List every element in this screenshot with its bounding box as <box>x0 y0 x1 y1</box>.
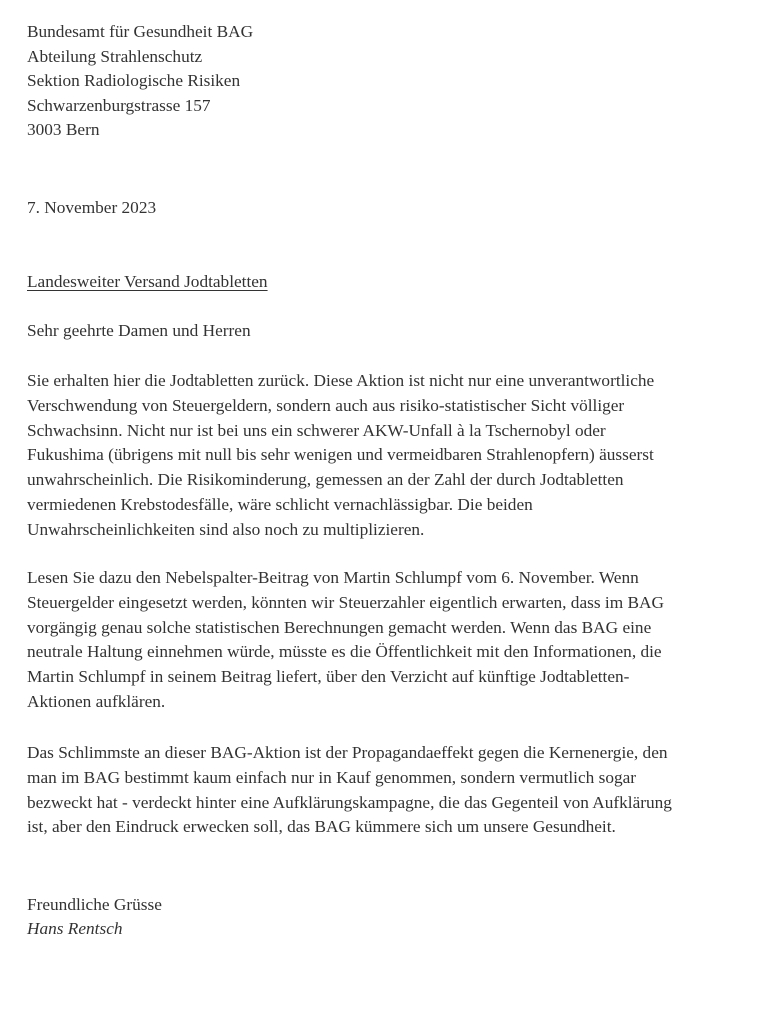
paragraph-line: unwahrscheinlich. Die Risikominderung, gemessen an der Zahl der durch Jodtabletten <box>27 470 624 490</box>
letter-date: 7. November 2023 <box>27 198 157 217</box>
letter-closing: Freundliche Grüsse <box>27 895 162 914</box>
letter-subject: Landesweiter Versand Jodtabletten <box>27 272 268 291</box>
paragraph-line: Verschwendung von Steuergeldern, sondern auch aus risiko-statistischer Sicht völliger <box>27 395 625 415</box>
body-paragraph-2 <box>27 566 664 715</box>
paragraph-line: Sie erhalten hier die Jodtabletten zurück. Diese Aktion ist nicht nur eine unverantwortliche <box>27 371 655 390</box>
address-line-department: Abteilung Strahlenschutz <box>27 46 203 66</box>
paragraph-line: man im BAG bestimmt kaum einfach nur in Kauf genommen, sondern vermutlich sogar <box>27 767 637 787</box>
paragraph-line: Unwahrscheinlichkeiten sind also noch zu multiplizieren. <box>27 519 425 539</box>
paragraph-line: Lesen Sie dazu den Nebelspalter-Beitrag von Martin Schlumpf vom 6. November. Wenn <box>27 568 639 587</box>
paragraph-line: vorgängig genau solche statistischen Berechnungen gemacht werden. Wenn das BAG eine <box>27 617 652 637</box>
paragraph-line: Steuergelder eingesetzt werden, könnten wir Steuerzahler eigentlich erwarten, dass im BAG <box>27 592 664 612</box>
address-line-section: Sektion Radiologische Risiken <box>27 71 241 90</box>
paragraph-line: Das Schlimmste an dieser BAG-Aktion ist der Propagandaeffekt gegen die Kernenergie, den <box>27 743 668 762</box>
body-paragraph-1 <box>27 369 654 543</box>
paragraph-line: bezweckt hat - verdeckt hinter eine Aufklärungskampagne, die das Gegenteil von Aufklärung <box>27 792 672 812</box>
paragraph-line: Aktionen aufklären. <box>27 691 166 711</box>
paragraph-line: Fukushima (übrigens mit null bis sehr wenigen und vermeidbaren Strahlenopfern) äusserst <box>27 445 654 465</box>
paragraph-line: ist, aber den Eindruck erwecken soll, das BAG kümmere sich um unsere Gesundheit. <box>27 817 616 837</box>
paragraph-line: neutrale Haltung einnehmen würde, müsste es die Öffentlichkeit mit den Informationen, die <box>27 642 662 662</box>
paragraph-line: Schwachsinn. Nicht nur ist bei uns ein schwerer AKW-Unfall à la Tschernobyl oder <box>27 420 606 440</box>
body-paragraph-3 <box>27 741 672 840</box>
address-line-organization: Bundesamt für Gesundheit BAG <box>27 22 254 41</box>
address-line-street: Schwarzenburgstrasse 157 <box>27 95 211 115</box>
paragraph-line: vermiedenen Krebstodesfälle, wäre schlicht vernachlässigbar. Die beiden <box>27 494 533 514</box>
recipient-address-block <box>27 20 253 143</box>
address-line-city: 3003 Bern <box>27 120 100 139</box>
paragraph-line: Martin Schlumpf in seinem Beitrag liefert, über den Verzicht auf künftige Jodtabletten- <box>27 667 630 687</box>
letter-signature: Hans Rentsch <box>27 919 123 938</box>
letter-salutation: Sehr geehrte Damen und Herren <box>27 321 251 340</box>
